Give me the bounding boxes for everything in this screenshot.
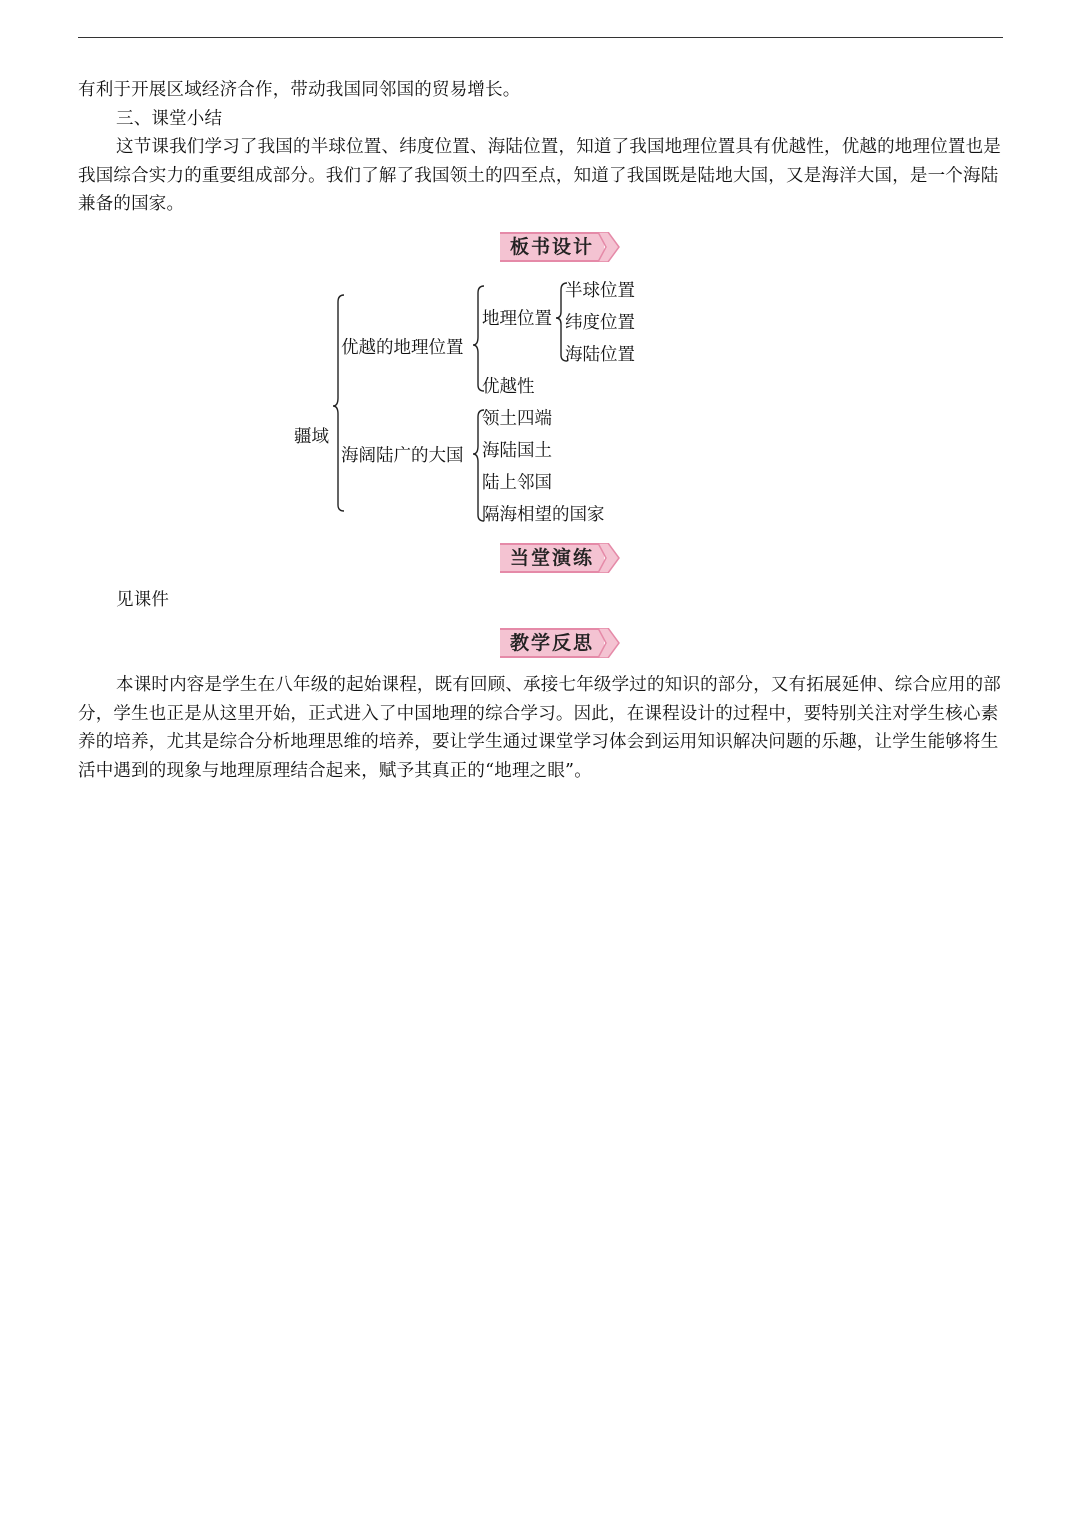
practice-text: 见课件 [116, 590, 170, 610]
banner-arrow-icon [598, 543, 620, 573]
summary-heading: 三、课堂小结 [116, 108, 223, 129]
root-brace [333, 295, 344, 511]
tree-item: 领土四端 [482, 409, 552, 429]
header-rule [78, 37, 1003, 38]
tree-item: 海陆位置 [565, 345, 635, 365]
tree-branch2: 海阔陆广的大国 [341, 446, 464, 466]
tree-item: 海陆国土 [482, 441, 552, 461]
summary-text: 这节课我们学习了我国的半球位置、纬度位置、海陆位置，知道了我国地理位置具有优越性，优越的地理位置也是我国综合实力的重要组成部分。我们了解了我国领土的四至点，知道了我国既是陆地大国，又是海洋大国，是一个海陆兼备的国家。 [78, 137, 1001, 214]
tree-item: 陆上邻国 [482, 473, 552, 493]
board-design-banner [500, 232, 620, 262]
practice-body [78, 586, 1003, 615]
tree-root: 疆域 [294, 427, 329, 447]
reflection-body [78, 671, 1003, 785]
body-top [78, 76, 1003, 219]
reflection-label: 教学反思 [500, 628, 604, 658]
banner-arrow-icon [598, 232, 620, 262]
reflection-banner [500, 628, 620, 658]
tree-item: 半球位置 [565, 281, 635, 301]
reflection-text: 本课时内容是学生在八年级的起始课程，既有回顾、承接七年级学过的知识的部分，又有拓展延伸、综合应用的部分，学生也正是从这里开始，正式进入了中国地理的综合学习。因此，在课程设计的过程中，要特别关注对学生核心素养的培养，尤其是综合分析地理思维的培养，要让学生通过课堂学习体会到运用知识解决问题的乐趣，让学生能够将生活中遇到的现象与地理原理结合起来，赋予其真正的“地理之眼”。 [78, 675, 1001, 781]
tree-branch1-child2: 优越性 [482, 377, 535, 397]
tree-item: 隔海相望的国家 [482, 505, 605, 525]
tree-branch1-child1: 地理位置 [482, 309, 552, 329]
intro-paragraph-end: 有利于开展区域经济合作，带动我国同邻国的贸易增长。 [78, 80, 521, 100]
practice-label: 当堂演练 [500, 543, 604, 573]
board-design-label: 板书设计 [500, 232, 604, 262]
tree-item: 纬度位置 [565, 313, 635, 333]
banner-arrow-icon [598, 628, 620, 658]
tree-branch1: 优越的地理位置 [341, 338, 464, 358]
practice-banner [500, 543, 620, 573]
